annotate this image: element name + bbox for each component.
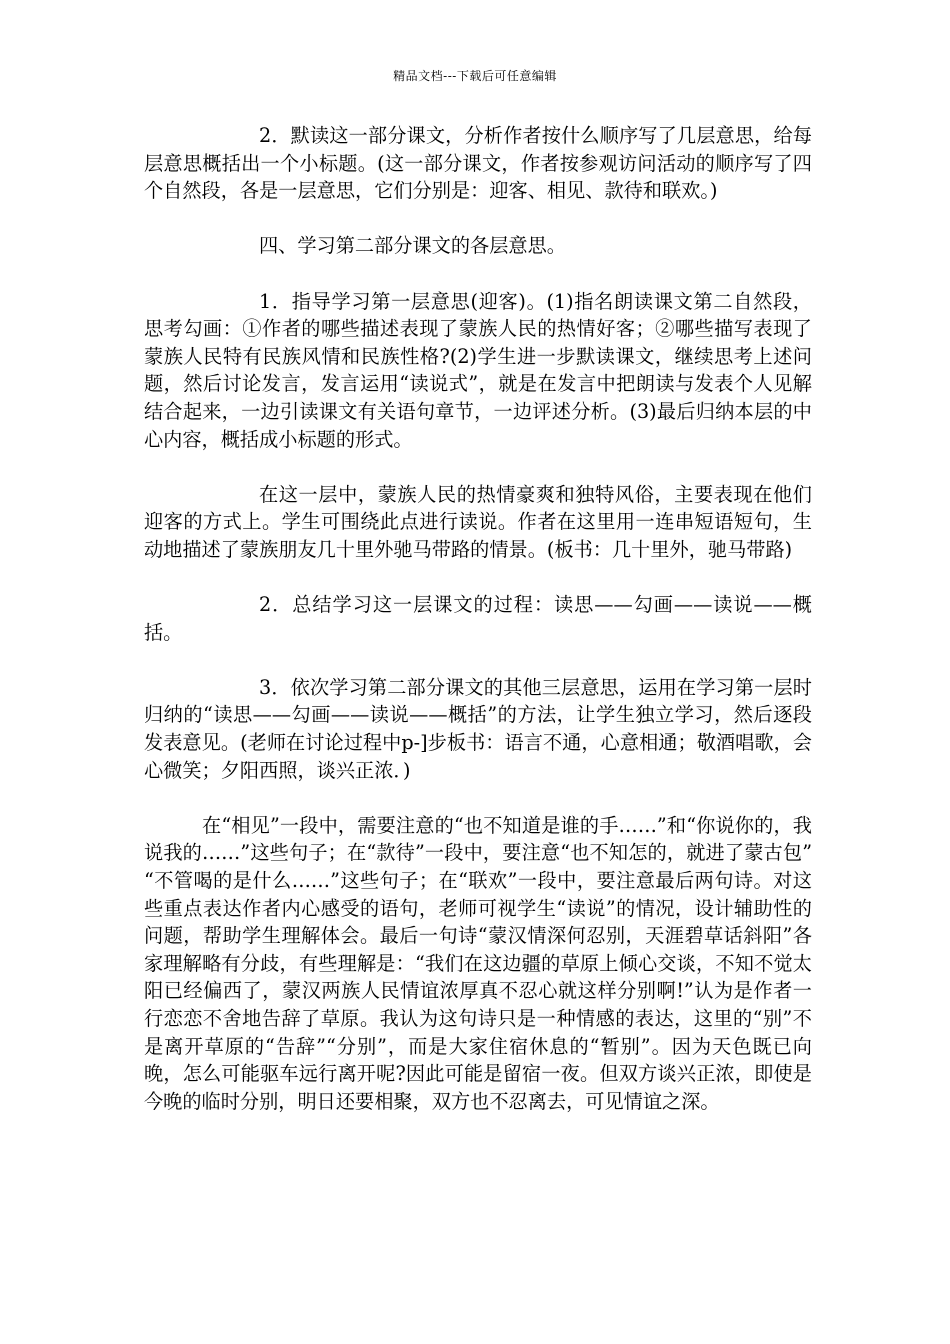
paragraph-step-3-other-layers: 3．依次学习第二部分课文的其他三层意思，运用在学习第一层时归纳的“读思——勾画——读说——概括”的方法，让学生独立学习，然后逐段发表意见。(老师在讨论过程中p-]步板书：语言不通，心意相通；敬酒唱歌，会心微笑；夕阳西照，谈兴正浓．) — [144, 675, 812, 782]
document-body — [144, 122, 812, 1143]
paragraph-step-2-summary: 2．总结学习这一层课文的过程：读思——勾画——读说——概括。 — [144, 593, 812, 644]
page-header: 精品文档---下载后可任意编辑 — [393, 69, 557, 83]
section-heading-4: 四、学习第二部分课文的各层意思。 — [259, 234, 566, 258]
paragraph-step-1-guide: 1．指导学习第一层意思(迎客)。(1)指名朗读课文第二自然段，思考勾画：①作者的哪些描述表现了蒙族人民的热情好客；②哪些描写表现了蒙族人民特有民族风情和民族性格?(2)学生进一步默读课文，继续思考上述问题，然后讨论发言，发言运用“读说式”，就是在发言中把朗读与发表个人见解结合起来，一边引读课文有关语句章节，一边评述分析。(3)最后归纳本层的中心内容，概括成小标题的形式。 — [144, 289, 812, 451]
paragraph-step-2-reading: 2．默读这一部分课文，分析作者按什么顺序写了几层意思，给每层意思概括出一个小标题。(这一部分课文，作者按参观访问活动的顺序写了四个自然段，各是一层意思，它们分别是：迎客、相见、款待和联欢。) — [144, 124, 812, 203]
paragraph-analysis: 在“相见”一段中，需要注意的“也不知道是谁的手……”和“你说你的，我说我的……”这些句子；在“款待”一段中，要注意“也不知怎的，就进了蒙古包” “不管喝的是什么……”这些句子；在“联欢”一段中，要注意最后两句诗。对这些重点表达作者内心感受的语句，老师可视学生“读说”的情况，设计辅助性的问题，帮助学生理解体会。最后一句诗“蒙汉情深何忍别，天涯碧草话斜阳”各家理解略有分歧，有些理解是：“我们在这边疆的草原上倾心交谈，不知不觉太阳已经偏西了，蒙汉两族人民情谊浓厚真不忍心就这样分别啊!”认为是作者一行恋恋不舍地告辞了草原。我认为这句诗只是一种情感的表达，这里的“别”不是离开草原的“告辞”“分别”，而是大家住宿休息的“暂别”。因为天色既已向晚，怎么可能驱车远行离开呢?因此可能是留宿一夜。但双方谈兴正浓，即使是今晚的临时分别，明日还要相聚，双方也不忍离去，可见情谊之深。 — [144, 813, 812, 1113]
paragraph-layer-one-note: 在这一层中，蒙族人民的热情豪爽和独特风俗，主要表现在他们迎客的方式上。学生可围绕此点进行读说。作者在这里用一连串短语短句，生动地描述了蒙族朋友几十里外驰马带路的情景。(板书：几十里外，驰马带路) — [144, 482, 812, 561]
